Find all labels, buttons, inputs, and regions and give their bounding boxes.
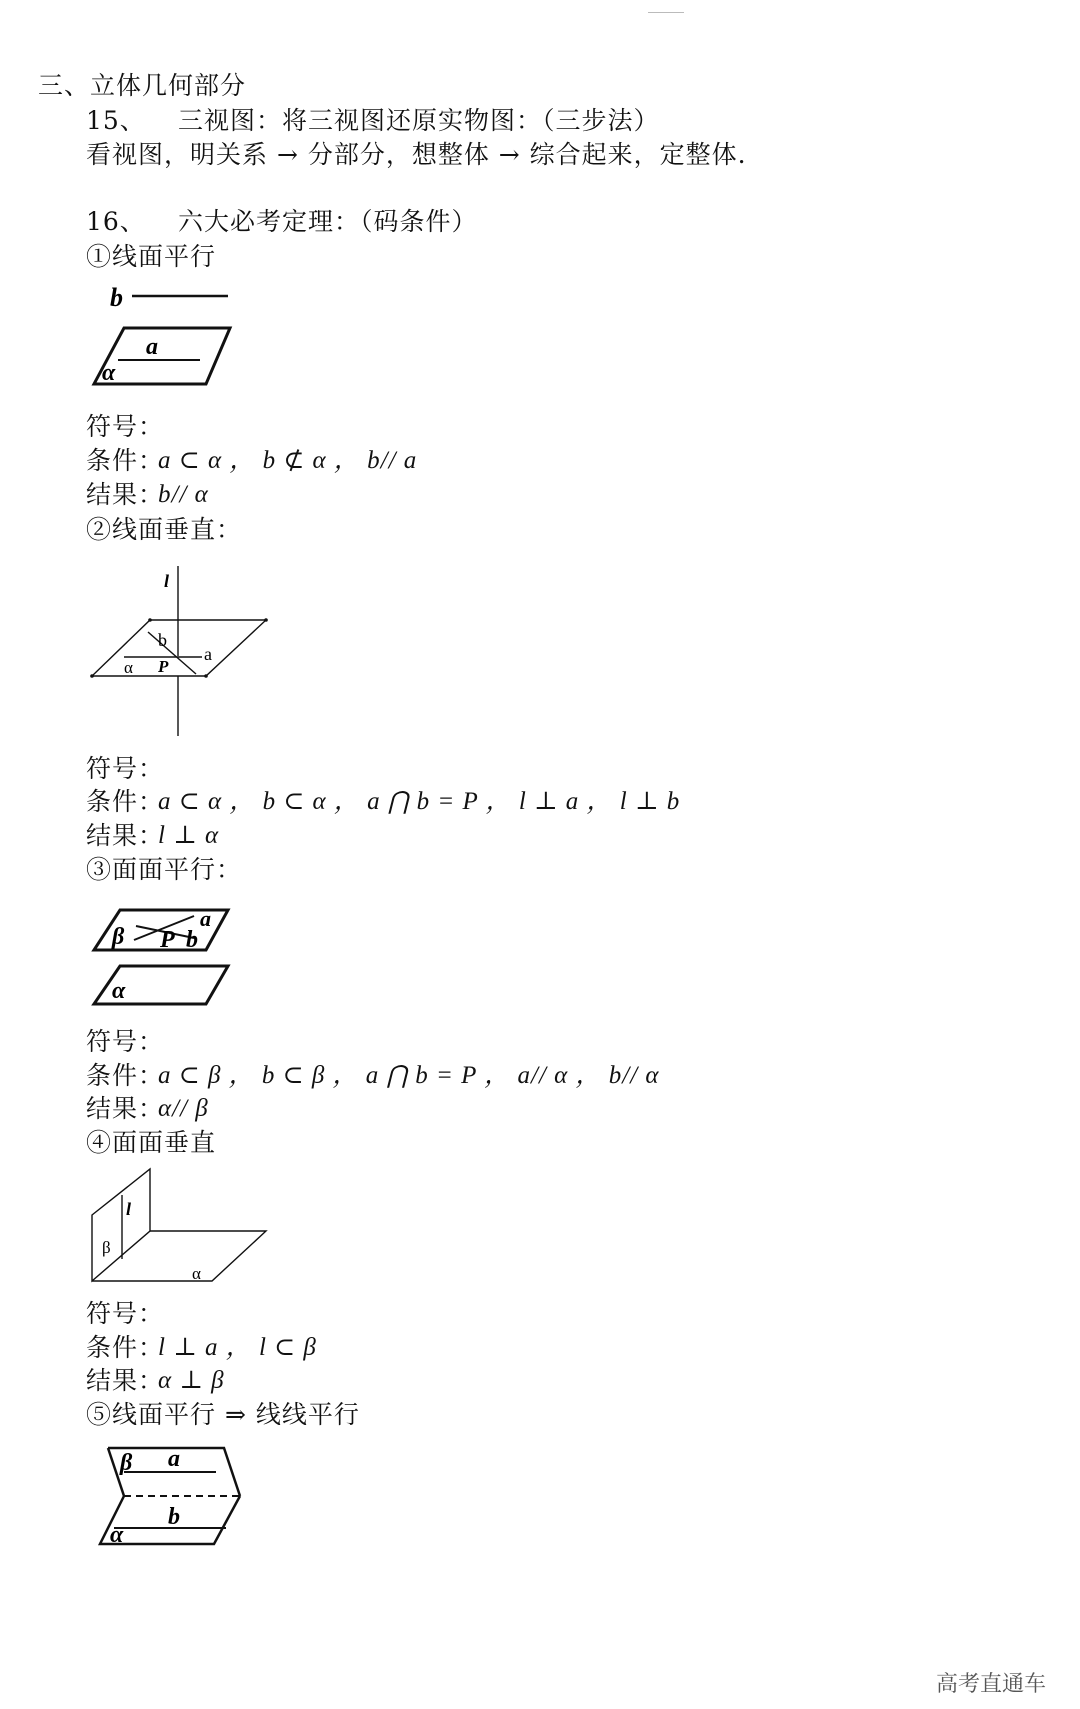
item-15-title: 三视图：将三视图还原实物图：（三步法） bbox=[178, 106, 660, 135]
fig3-label-a: a bbox=[200, 906, 211, 931]
fig2-label-l: l bbox=[164, 571, 170, 591]
fig5-label-b: b bbox=[168, 1504, 180, 1530]
fig5-label-beta: β bbox=[120, 1450, 133, 1476]
theorem-1-condition-label: 条件： bbox=[86, 446, 165, 475]
figure-line-plane-parallel-to-line-line bbox=[88, 1440, 258, 1560]
fig1-label-a: a bbox=[146, 334, 158, 360]
fig2-label-a: a bbox=[204, 644, 212, 664]
fig3-label-alpha: α bbox=[112, 978, 126, 1004]
theorem-2-result: l ⊥ α bbox=[158, 822, 220, 849]
theorem-5-title: ⑤线面平行 ⇒ 线线平行 bbox=[86, 1400, 360, 1429]
fig1-label-alpha: α bbox=[102, 360, 116, 386]
fig5-label-a: a bbox=[168, 1446, 180, 1472]
theorem-2-result-label: 结果： bbox=[86, 821, 165, 850]
fig3-label-beta: β bbox=[112, 924, 125, 950]
figure-line-plane-parallel bbox=[88, 280, 248, 390]
theorem-3-condition: a ⊂ β ， b ⊂ β ， a ⋂ b = P ， a// α ， b// α bbox=[158, 1062, 660, 1089]
theorem-4-result: α ⊥ β bbox=[158, 1367, 225, 1394]
fig1-label-b: b bbox=[110, 283, 123, 312]
watermark: 高考直通车 bbox=[935, 1672, 1046, 1697]
theorem-4-condition-label: 条件： bbox=[86, 1333, 165, 1362]
item-15-number: 15、 bbox=[86, 106, 146, 135]
fig5-label-alpha: α bbox=[110, 1522, 124, 1548]
item-16-title: 六大必考定理：（码条件） bbox=[178, 207, 478, 236]
theorem-4-result-label: 结果： bbox=[86, 1366, 165, 1395]
theorem-3-title: ③面面平行： bbox=[86, 855, 243, 884]
fig3-label-b: b bbox=[186, 927, 198, 953]
theorem-2-symbol-label: 符号： bbox=[86, 754, 165, 783]
fig3-label-p: P bbox=[160, 927, 175, 953]
theorem-4-title: ④面面垂直 bbox=[86, 1128, 217, 1157]
theorem-1-title: ①线面平行 bbox=[86, 242, 217, 271]
theorem-2-condition-label: 条件： bbox=[86, 787, 165, 816]
fig2-label-alpha: α bbox=[124, 658, 133, 677]
theorem-3-result-label: 结果： bbox=[86, 1094, 165, 1123]
theorem-2-title: ②线面垂直： bbox=[86, 515, 243, 544]
scan-mark bbox=[648, 12, 684, 13]
theorem-1-result-label: 结果： bbox=[86, 480, 165, 509]
fig4-label-alpha: α bbox=[192, 1264, 201, 1283]
theorem-2-condition: a ⊂ α ， b ⊂ α ， a ⋂ b = P ， l ⊥ a ， l ⊥ b bbox=[158, 788, 681, 815]
fig2-label-p: P bbox=[158, 657, 169, 676]
figure-plane-plane-parallel bbox=[88, 902, 248, 1012]
theorem-1-condition: a ⊂ α ， b ⊄ α ， b// a bbox=[158, 447, 418, 474]
theorem-1-symbol-label: 符号： bbox=[86, 412, 165, 441]
figure-line-plane-perpendicular bbox=[88, 560, 278, 745]
item-15-steps: 看视图，明关系 → 分部分，想整体 → 综合起来，定整体. bbox=[86, 140, 747, 169]
theorem-3-symbol-label: 符号： bbox=[86, 1027, 165, 1056]
theorem-3-condition-label: 条件： bbox=[86, 1061, 165, 1090]
fig4-label-beta: β bbox=[102, 1238, 111, 1257]
item-16-number: 16、 bbox=[86, 207, 146, 236]
fig4-label-l: l bbox=[126, 1199, 132, 1219]
theorem-4-symbol-label: 符号： bbox=[86, 1299, 165, 1328]
section-heading: 三、立体几何部分 bbox=[38, 71, 247, 100]
figure-plane-plane-perpendicular bbox=[88, 1165, 278, 1290]
theorem-1-result: b// α bbox=[158, 481, 209, 508]
fig2-label-b: b bbox=[158, 630, 167, 650]
theorem-4-condition: l ⊥ a ， l ⊂ β bbox=[158, 1334, 317, 1361]
theorem-3-result: α// β bbox=[158, 1095, 209, 1122]
